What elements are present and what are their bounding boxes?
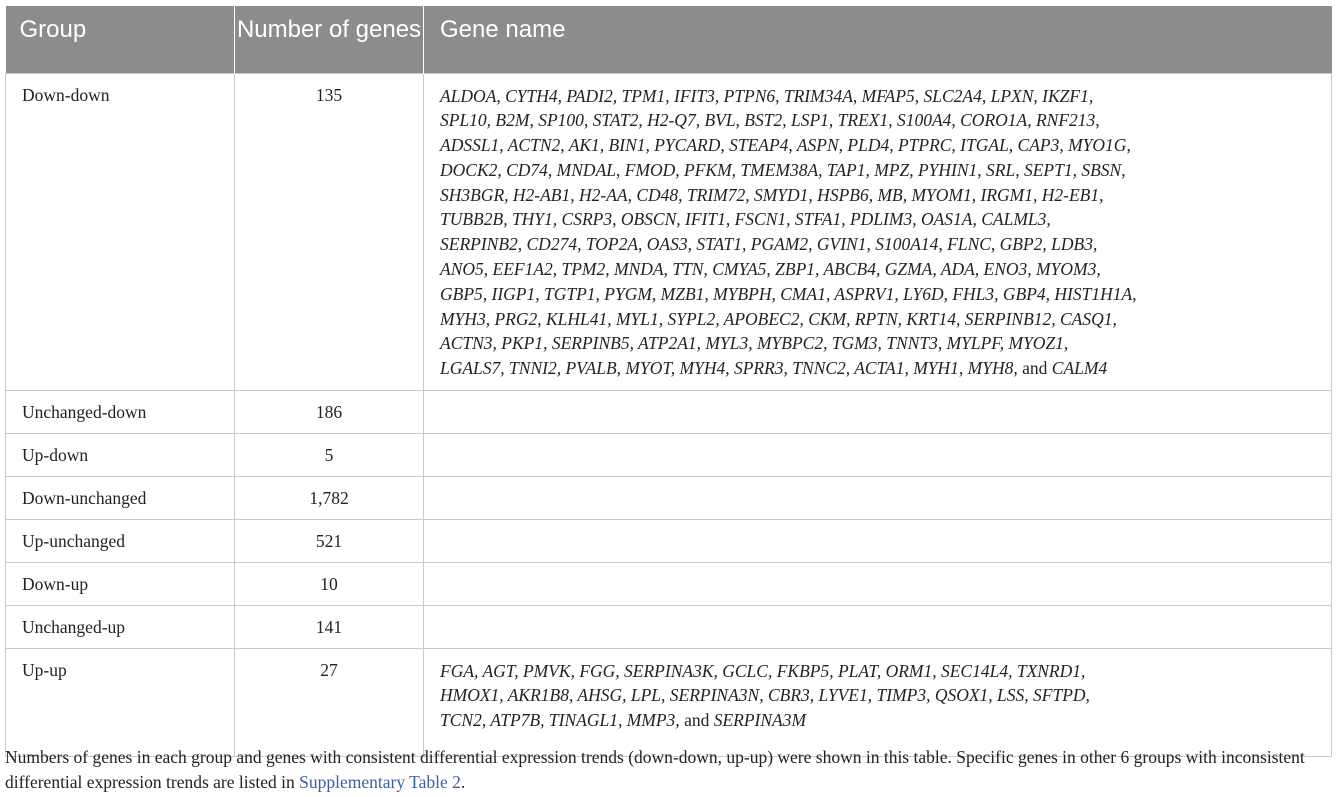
gene-list: ALDOA, CYTH4, PADI2, TPM1, IFIT3, PTPN6, TRIM34A, MFAP5, SLC2A4, LPXN, IKZF1, SPL10, B2M, SP100, STAT2, H2-Q7, BVL, BST2, LSP1, TREX1, S100A4, CORO1A, RNF213, ADSSL1, ACTN2, AK1, BIN1, PYCARD, STEAP4, ASPN, PLD4, PTPRC, ITGAL, CAP3, MYO1G, DOCK2, CD74, MNDAL, FMOD, PFKM, TMEM38A, TAP1, MPZ, PYHIN1, SRL, SEPT1, SBSN, SH3BGR, H2-AB1, H2-AA, CD48, TRIM72, SMYD1, HSPB6, MB, MYOM1, IRGM1, H2-EB1, TUBB2B, THY1, CSRP3, OBSCN, IFIT1, FSCN1, STFA1, PDLIM3, OAS1A, CALML3, SERPINB2, CD274, TOP2A, OAS3, STAT1, PGAM2, GVIN1, S100A14, FLNC, GBP2, LDB3, ANO5, EEF1A2, TPM2, MNDA, TTN, CMYA5, ZBP1, ABCB4, GZMA, ADA, ENO3, MYOM3, GBP5, IIGP1, TGTP1, PYGM, MZB1, MYBPH, CMA1, ASPRV1, LY6D, FHL3, GBP4, HIST1H1A, MYH3, PRG2, KLHL41, MYL1, SYPL2, APOBEC2, CKM, RPTN, KRT14, SERPINB12, CASQ1, ACTN3, PKP1, SERPINB5, ATP2A1, MYL3, MYBPC2, TGM3, TNNT3, MYLPF, MYOZ1, LGALS7, TNNI2, PVALB, MYOT, MYH4, SPRR3, TNNC2, ACTA1, MYH1, MYH8, <box>440 85 1137 379</box>
last-gene: SERPINA3M <box>709 710 807 731</box>
group-cell: Up-up <box>6 648 235 756</box>
footnote-text: Numbers of genes in each group and genes with consistent differential expression trends (down-down, up-up) were shown in this table. Specific genes in other 6 groups with inconsistent differential expression trends are listed in <box>5 747 1305 792</box>
gene-groups-table <box>5 6 1332 757</box>
count-cell: 521 <box>235 519 424 562</box>
count-cell: 135 <box>235 73 424 390</box>
gene-names-cell <box>424 476 1332 519</box>
conjunction: and <box>1022 358 1048 379</box>
group-cell: Unchanged-up <box>6 605 235 648</box>
gene-names-cell <box>424 648 1332 756</box>
group-cell: Down-up <box>6 562 235 605</box>
gene-list: FGA, AGT, PMVK, FGG, SERPINA3K, GCLC, FKBP5, PLAT, ORM1, SEC14L4, TXNRD1, HMOX1, AKR1B8, AHSG, LPL, SERPINA3N, CBR3, LYVE1, TIMP3, QSOX1, LSS, SFTPD, TCN2, ATP7B, TINAGL1, MMP3, <box>440 660 1090 731</box>
table-row <box>6 433 1332 476</box>
gene-names-cell <box>424 73 1332 390</box>
table-row <box>6 648 1332 756</box>
count-cell: 1,782 <box>235 476 424 519</box>
table-row <box>6 519 1332 562</box>
header-group: Group <box>6 6 235 73</box>
gene-names-cell <box>424 433 1332 476</box>
header-number-of-genes: Number of genes <box>235 6 424 73</box>
table-row <box>6 562 1332 605</box>
group-cell: Down-down <box>6 73 235 390</box>
table-row <box>6 605 1332 648</box>
group-cell: Up-down <box>6 433 235 476</box>
last-gene: CALM4 <box>1047 358 1108 379</box>
table-row <box>6 476 1332 519</box>
group-cell: Down-unchanged <box>6 476 235 519</box>
footnote-end: . <box>460 772 466 792</box>
table-header <box>6 6 1332 73</box>
table-row <box>6 73 1332 390</box>
group-cell: Unchanged-down <box>6 390 235 433</box>
count-cell: 5 <box>235 433 424 476</box>
count-cell: 186 <box>235 390 424 433</box>
count-cell: 10 <box>235 562 424 605</box>
gene-names-cell <box>424 562 1332 605</box>
supplementary-table-link[interactable]: Supplementary Table 2 <box>299 772 461 792</box>
conjunction: and <box>684 710 710 731</box>
header-gene-name: Gene name <box>424 6 1332 73</box>
gene-names-cell <box>424 605 1332 648</box>
table-row <box>6 390 1332 433</box>
count-cell: 141 <box>235 605 424 648</box>
gene-names-cell <box>424 519 1332 562</box>
count-cell: 27 <box>235 648 424 756</box>
group-cell: Up-unchanged <box>6 519 235 562</box>
table-footnote <box>5 745 1335 795</box>
gene-names-cell <box>424 390 1332 433</box>
